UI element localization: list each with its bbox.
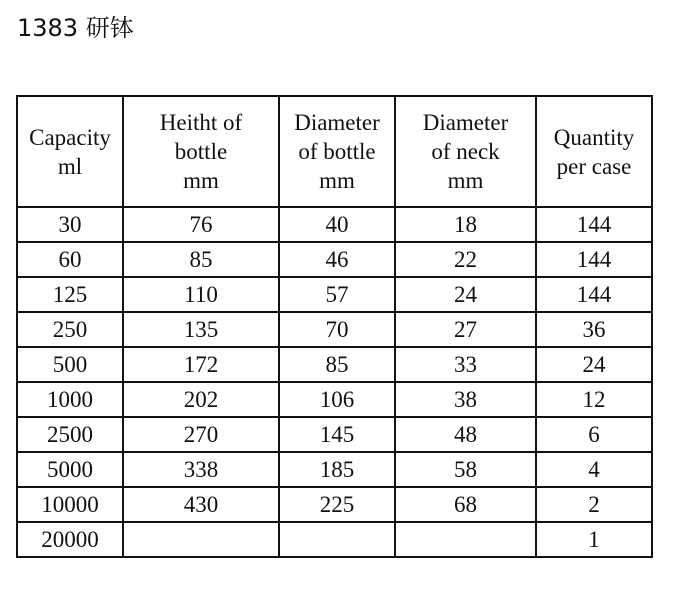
capacity-cell: 30 xyxy=(17,207,123,242)
header-bottle-diameter xyxy=(279,96,395,207)
header-quantity xyxy=(536,96,652,207)
header-line: Quantity xyxy=(553,124,635,150)
table-body xyxy=(17,207,652,557)
bottle-diameter-cell: 40 xyxy=(279,207,395,242)
bottle-height-cell: 270 xyxy=(123,417,279,452)
header-neck-diameter xyxy=(395,96,536,207)
neck-diameter-cell xyxy=(395,522,536,557)
header-line: Heitht of xyxy=(159,110,243,135)
quantity-cell: 24 xyxy=(536,347,652,382)
bottle-diameter-cell: 57 xyxy=(279,277,395,312)
quantity-cell: 144 xyxy=(536,207,652,242)
neck-diameter-cell: 48 xyxy=(395,417,536,452)
bottle-diameter-cell: 85 xyxy=(279,347,395,382)
capacity-cell: 20000 xyxy=(17,522,123,557)
bottle-height-cell xyxy=(123,522,279,557)
bottle-diameter-cell: 145 xyxy=(279,417,395,452)
header-line: mm xyxy=(447,168,484,193)
header-bottle-height xyxy=(123,96,279,207)
specification-table xyxy=(16,95,653,558)
page-title: 1383 研钵 xyxy=(17,14,134,42)
bottle-height-cell: 76 xyxy=(123,207,279,242)
table-row xyxy=(17,382,652,417)
bottle-diameter-cell: 46 xyxy=(279,242,395,277)
bottle-diameter-cell: 185 xyxy=(279,452,395,487)
quantity-cell: 4 xyxy=(536,452,652,487)
header-line: mm xyxy=(319,168,355,193)
header-line: of bottle xyxy=(298,139,376,164)
header-capacity xyxy=(17,96,123,207)
header-line: of neck xyxy=(431,139,500,164)
quantity-cell: 12 xyxy=(536,382,652,417)
bottle-height-cell: 135 xyxy=(123,312,279,347)
bottle-height-cell: 172 xyxy=(123,347,279,382)
table-row xyxy=(17,242,652,277)
header-line: Diameter xyxy=(294,110,380,135)
bottle-height-cell: 110 xyxy=(123,277,279,312)
table-row xyxy=(17,312,652,347)
capacity-cell: 5000 xyxy=(17,452,123,487)
quantity-cell: 36 xyxy=(536,312,652,347)
bottle-height-cell: 430 xyxy=(123,487,279,522)
capacity-cell: 500 xyxy=(17,347,123,382)
capacity-cell: 1000 xyxy=(17,382,123,417)
bottle-height-cell: 202 xyxy=(123,382,279,417)
quantity-cell: 2 xyxy=(536,487,652,522)
neck-diameter-cell: 24 xyxy=(395,277,536,312)
capacity-cell: 60 xyxy=(17,242,123,277)
neck-diameter-cell: 38 xyxy=(395,382,536,417)
table-row xyxy=(17,417,652,452)
capacity-cell: 10000 xyxy=(17,487,123,522)
header-line: Diameter xyxy=(422,110,509,135)
quantity-cell: 6 xyxy=(536,417,652,452)
table-row xyxy=(17,452,652,487)
table-row xyxy=(17,277,652,312)
bottle-diameter-cell: 70 xyxy=(279,312,395,347)
table-row xyxy=(17,207,652,242)
bottle-height-cell: 85 xyxy=(123,242,279,277)
header-line: Capacity xyxy=(29,124,111,150)
table-row xyxy=(17,347,652,382)
header-line: mm xyxy=(183,168,219,193)
quantity-cell: 144 xyxy=(536,277,652,312)
header-line: bottle xyxy=(174,139,228,164)
table-header-row xyxy=(17,96,652,207)
neck-diameter-cell: 33 xyxy=(395,347,536,382)
header-line: per case xyxy=(556,153,632,179)
quantity-cell: 1 xyxy=(536,522,652,557)
neck-diameter-cell: 18 xyxy=(395,207,536,242)
neck-diameter-cell: 27 xyxy=(395,312,536,347)
capacity-cell: 125 xyxy=(17,277,123,312)
header-line: ml xyxy=(57,153,83,179)
capacity-cell: 2500 xyxy=(17,417,123,452)
neck-diameter-cell: 58 xyxy=(395,452,536,487)
bottle-diameter-cell: 225 xyxy=(279,487,395,522)
capacity-cell: 250 xyxy=(17,312,123,347)
quantity-cell: 144 xyxy=(536,242,652,277)
neck-diameter-cell: 22 xyxy=(395,242,536,277)
table-row xyxy=(17,522,652,557)
table-row xyxy=(17,487,652,522)
bottle-height-cell: 338 xyxy=(123,452,279,487)
neck-diameter-cell: 68 xyxy=(395,487,536,522)
bottle-diameter-cell xyxy=(279,522,395,557)
bottle-diameter-cell: 106 xyxy=(279,382,395,417)
